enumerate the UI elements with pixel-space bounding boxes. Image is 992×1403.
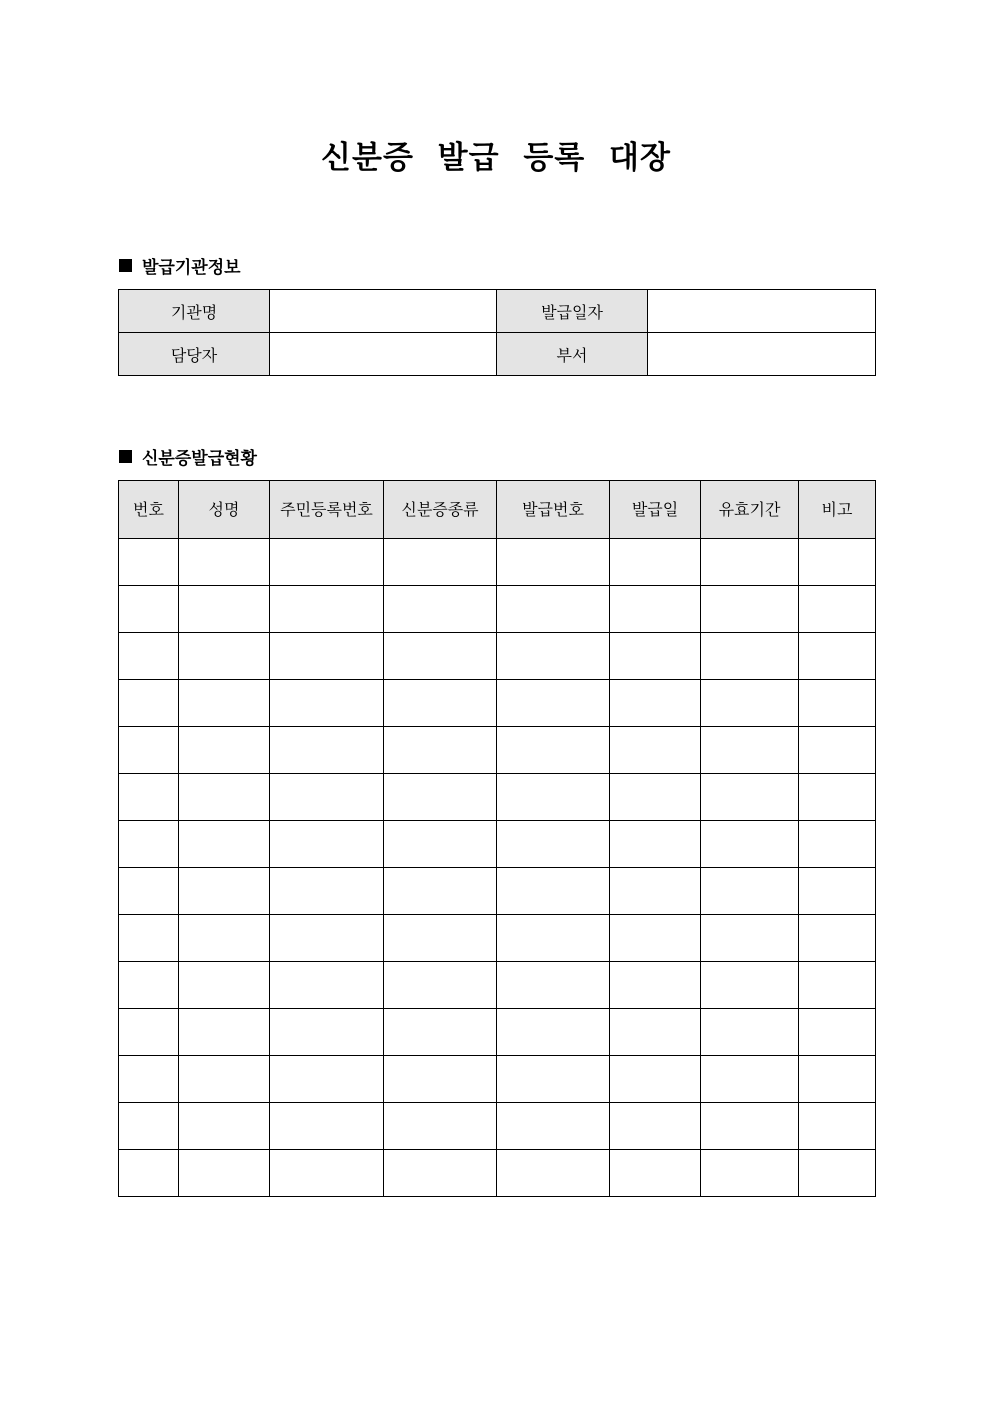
table-cell[interactable]: [497, 774, 610, 821]
column-header-id-type: 신분증종류: [384, 481, 497, 539]
table-cell[interactable]: [179, 586, 270, 633]
table-cell[interactable]: [610, 821, 701, 868]
table-row: [119, 868, 876, 915]
table-cell[interactable]: [270, 1103, 384, 1150]
column-header-number: 번호: [119, 481, 179, 539]
table-cell[interactable]: [179, 962, 270, 1009]
column-header-resident-number: 주민등록번호: [270, 481, 384, 539]
table-cell[interactable]: [497, 868, 610, 915]
manager-label: 담당자: [119, 333, 270, 376]
table-cell[interactable]: [384, 1103, 497, 1150]
table-cell[interactable]: [497, 962, 610, 1009]
table-cell[interactable]: [610, 962, 701, 1009]
table-cell[interactable]: [179, 774, 270, 821]
table-cell[interactable]: [701, 1056, 799, 1103]
table-cell[interactable]: [270, 821, 384, 868]
table-cell[interactable]: [610, 727, 701, 774]
table-cell[interactable]: [270, 539, 384, 586]
table-cell[interactable]: [799, 1056, 876, 1103]
table-cell[interactable]: [610, 868, 701, 915]
table-row: [119, 1150, 876, 1197]
table-cell[interactable]: [701, 915, 799, 962]
table-cell[interactable]: [610, 1009, 701, 1056]
table-cell[interactable]: [179, 1103, 270, 1150]
table-cell[interactable]: [610, 586, 701, 633]
table-cell[interactable]: [119, 915, 179, 962]
table-cell[interactable]: [799, 1150, 876, 1197]
table-cell[interactable]: [270, 962, 384, 1009]
column-header-name: 성명: [179, 481, 270, 539]
table-cell[interactable]: [497, 821, 610, 868]
table-cell[interactable]: [497, 1103, 610, 1150]
section-heading-label: 발급기관정보: [142, 258, 241, 278]
table-cell[interactable]: [384, 1056, 497, 1103]
table-cell[interactable]: [384, 1009, 497, 1056]
table-cell[interactable]: [270, 633, 384, 680]
table-cell[interactable]: [701, 1103, 799, 1150]
table-row: [119, 962, 876, 1009]
table-cell[interactable]: [119, 1056, 179, 1103]
table-cell[interactable]: [799, 962, 876, 1009]
table-cell[interactable]: [701, 539, 799, 586]
table-cell[interactable]: [384, 633, 497, 680]
table-cell[interactable]: [610, 1103, 701, 1150]
table-cell[interactable]: [701, 868, 799, 915]
table-cell[interactable]: [270, 680, 384, 727]
table-cell[interactable]: [384, 586, 497, 633]
table-cell[interactable]: [179, 727, 270, 774]
table-cell[interactable]: [384, 774, 497, 821]
table-cell[interactable]: [270, 586, 384, 633]
table-cell[interactable]: [497, 1150, 610, 1197]
table-cell[interactable]: [610, 1056, 701, 1103]
table-cell[interactable]: [179, 633, 270, 680]
table-cell[interactable]: [119, 680, 179, 727]
table-cell[interactable]: [799, 586, 876, 633]
table-cell[interactable]: [384, 1150, 497, 1197]
table-cell[interactable]: [384, 821, 497, 868]
table-cell[interactable]: [799, 633, 876, 680]
issuer-info-table: [118, 289, 876, 376]
table-cell[interactable]: [384, 868, 497, 915]
table-cell[interactable]: [799, 727, 876, 774]
table-cell[interactable]: [179, 1009, 270, 1056]
square-bullet-icon: [119, 259, 132, 272]
table-cell[interactable]: [179, 539, 270, 586]
department-label: 부서: [497, 333, 648, 376]
table-cell[interactable]: [701, 680, 799, 727]
column-header-validity-period: 유효기간: [701, 481, 799, 539]
column-header-remarks: 비고: [799, 481, 876, 539]
section-heading-status: [119, 444, 257, 469]
table-cell[interactable]: [270, 1009, 384, 1056]
table-cell[interactable]: [610, 1150, 701, 1197]
table-row: [119, 539, 876, 586]
table-row: [119, 1009, 876, 1056]
table-cell[interactable]: [497, 586, 610, 633]
manager-field[interactable]: [270, 333, 497, 376]
table-cell[interactable]: [384, 727, 497, 774]
id-issuance-status-table: [118, 480, 876, 1197]
table-cell[interactable]: [497, 633, 610, 680]
table-cell[interactable]: [119, 586, 179, 633]
table-cell[interactable]: [799, 539, 876, 586]
section-heading-label: 신분증발급현황: [142, 449, 257, 469]
table-cell[interactable]: [701, 774, 799, 821]
table-cell[interactable]: [270, 868, 384, 915]
section-heading-issuer: [119, 253, 241, 278]
table-cell[interactable]: [701, 1009, 799, 1056]
table-cell[interactable]: [119, 868, 179, 915]
table-cell[interactable]: [179, 821, 270, 868]
table-cell[interactable]: [179, 1056, 270, 1103]
table-cell[interactable]: [610, 633, 701, 680]
table-row: [119, 633, 876, 680]
table-cell[interactable]: [270, 915, 384, 962]
column-header-issue-number: 발급번호: [497, 481, 610, 539]
table-cell[interactable]: [119, 1103, 179, 1150]
table-cell[interactable]: [119, 962, 179, 1009]
table-cell[interactable]: [799, 821, 876, 868]
table-cell[interactable]: [270, 727, 384, 774]
agency-name-field[interactable]: [270, 290, 497, 333]
table-cell[interactable]: [497, 680, 610, 727]
table-row: [119, 680, 876, 727]
square-bullet-icon: [119, 450, 132, 463]
table-cell[interactable]: [610, 680, 701, 727]
issue-date-label: 발급일자: [497, 290, 648, 333]
table-cell[interactable]: [179, 868, 270, 915]
table-cell[interactable]: [179, 915, 270, 962]
table-cell[interactable]: [497, 539, 610, 586]
table-cell[interactable]: [610, 915, 701, 962]
table-cell[interactable]: [119, 1009, 179, 1056]
table-cell[interactable]: [799, 915, 876, 962]
table-row: [119, 586, 876, 633]
table-cell[interactable]: [701, 727, 799, 774]
table-cell[interactable]: [119, 727, 179, 774]
table-cell[interactable]: [497, 915, 610, 962]
table-cell[interactable]: [384, 539, 497, 586]
table-cell[interactable]: [799, 1103, 876, 1150]
table-cell[interactable]: [119, 633, 179, 680]
table-cell[interactable]: [701, 1150, 799, 1197]
column-header-issue-date: 발급일: [610, 481, 701, 539]
table-row: [119, 1103, 876, 1150]
table-cell[interactable]: [497, 727, 610, 774]
table-cell[interactable]: [799, 774, 876, 821]
table-cell[interactable]: [270, 1056, 384, 1103]
table-cell[interactable]: [610, 539, 701, 586]
table-cell[interactable]: [384, 962, 497, 1009]
table-cell[interactable]: [799, 680, 876, 727]
table-cell[interactable]: [270, 774, 384, 821]
table-cell[interactable]: [179, 680, 270, 727]
table-cell[interactable]: [701, 586, 799, 633]
table-cell[interactable]: [119, 539, 179, 586]
table-cell[interactable]: [270, 1150, 384, 1197]
page-title: 신분증 발급 등록 대장: [321, 140, 671, 176]
table-cell[interactable]: [497, 1056, 610, 1103]
table-cell[interactable]: [701, 821, 799, 868]
agency-name-label: 기관명: [119, 290, 270, 333]
issue-date-field[interactable]: [648, 290, 876, 333]
table-cell[interactable]: [119, 821, 179, 868]
table-cell[interactable]: [384, 680, 497, 727]
table-cell[interactable]: [701, 962, 799, 1009]
table-cell[interactable]: [497, 1009, 610, 1056]
table-cell[interactable]: [119, 774, 179, 821]
table-row: [119, 821, 876, 868]
table-row: [119, 774, 876, 821]
table-row: [119, 727, 876, 774]
table-cell[interactable]: [384, 915, 497, 962]
table-row: [119, 915, 876, 962]
department-field[interactable]: [648, 333, 876, 376]
table-cell[interactable]: [799, 1009, 876, 1056]
table-cell[interactable]: [119, 1150, 179, 1197]
table-cell[interactable]: [610, 774, 701, 821]
table-row: [119, 1056, 876, 1103]
table-cell[interactable]: [179, 1150, 270, 1197]
table-cell[interactable]: [701, 633, 799, 680]
table-cell[interactable]: [799, 868, 876, 915]
